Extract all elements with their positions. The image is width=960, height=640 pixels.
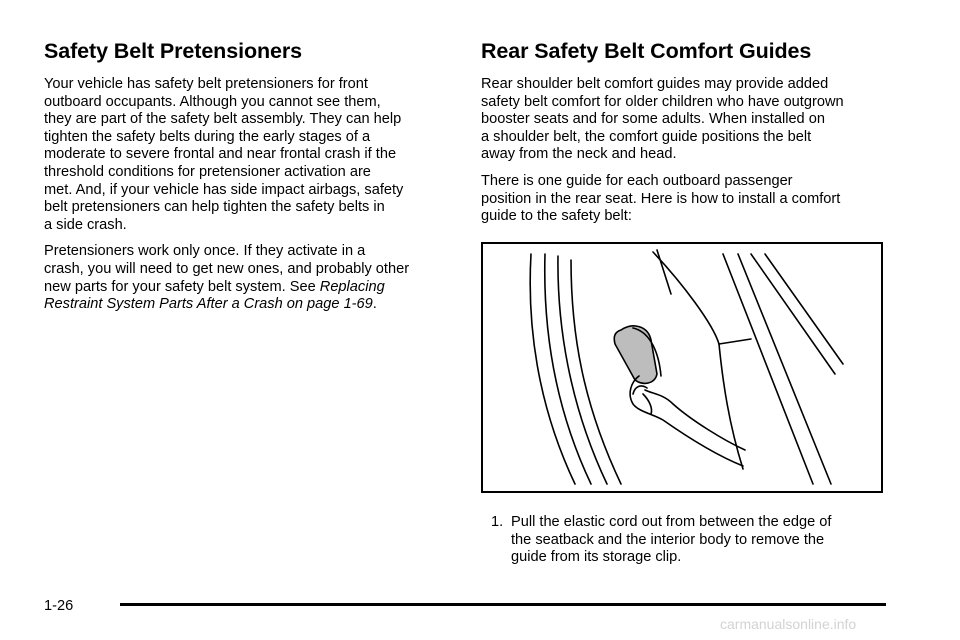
text-line: a shoulder belt, the comfort guide positions the belt [481, 128, 812, 145]
text-line: Pretensioners work only once. If they activate in a [44, 243, 366, 260]
text-line: safety belt comfort for older children who have outgrown [481, 93, 844, 110]
text-line: the seatback and the interior body to remove the [511, 531, 825, 548]
section-title-comfort-guides: Rear Safety Belt Comfort Guides [481, 39, 812, 63]
hand-outline [630, 376, 743, 466]
text-line: belt pretensioners can help tighten the safety belts in [44, 199, 385, 216]
see-text: new parts for your safety belt system. See [44, 278, 320, 295]
text-line: outboard occupants. Although you cannot see them, [44, 93, 381, 110]
section-title-pretensioners: Safety Belt Pretensioners [44, 39, 302, 63]
step-number: 1. [491, 514, 504, 530]
text-line: position in the rear seat. Here is how to install a comfort [481, 190, 841, 207]
text-line: Rear shoulder belt comfort guides may provide added [481, 76, 829, 92]
text-line: a side crash. [44, 216, 127, 233]
text-line: Your vehicle has safety belt pretensioners for front [44, 76, 368, 92]
page-number: 1-26 [44, 598, 74, 614]
comfort-guide-shape [614, 326, 657, 383]
period: . [372, 296, 377, 313]
footer-rule [120, 603, 886, 606]
text-line: guide from its storage clip. [511, 549, 682, 566]
right-column [481, 38, 891, 235]
pretensioners-paragraph-1 [44, 76, 450, 234]
seatback-outline [719, 344, 743, 469]
comfort-guide-illustration [481, 242, 883, 493]
belt-line [738, 254, 831, 484]
pretensioners-paragraph-2 [44, 243, 450, 313]
step-item-1 [491, 514, 891, 567]
comfort-guides-paragraph-2 [481, 173, 891, 226]
watermark: carmanualsonline.info [720, 616, 857, 632]
text-line: met. And, if your vehicle has side impact airbags, safety [44, 181, 404, 198]
text-line [44, 296, 450, 314]
text-line: they are part of the safety belt assembly. They can help [44, 111, 402, 128]
text-line: booster seats and for some adults. When installed on [481, 111, 825, 128]
seatback-outline [719, 339, 751, 344]
text-line: moderate to severe frontal and near frontal crash if the [44, 146, 397, 163]
text-line: guide to the safety belt: [481, 208, 632, 225]
left-column [44, 38, 450, 323]
installation-steps [491, 514, 891, 567]
comfort-guides-paragraph-1 [481, 76, 891, 164]
belt-line [765, 254, 843, 364]
cross-reference-link[interactable]: Replacing [319, 278, 385, 295]
text-line: Pull the elastic cord out from between the edge of [511, 514, 832, 530]
text-line [44, 279, 450, 297]
illustration-drawing [483, 244, 881, 491]
text-line: There is one guide for each outboard passenger [481, 172, 793, 189]
text-line: crash, you will need to get new ones, and probably other [44, 260, 410, 277]
belt-line [723, 254, 813, 484]
seatback-outline [653, 252, 719, 344]
text-line: away from the neck and head. [481, 146, 677, 163]
text-line: tighten the safety belts during the early stages of a [44, 128, 371, 145]
text-line: threshold conditions for pretensioner activation are [44, 163, 371, 180]
cross-reference-link[interactable]: Restraint System Parts After a Crash on page 1-69 [44, 296, 373, 313]
door-edge-line [571, 260, 621, 484]
seatback-outline [657, 250, 671, 294]
